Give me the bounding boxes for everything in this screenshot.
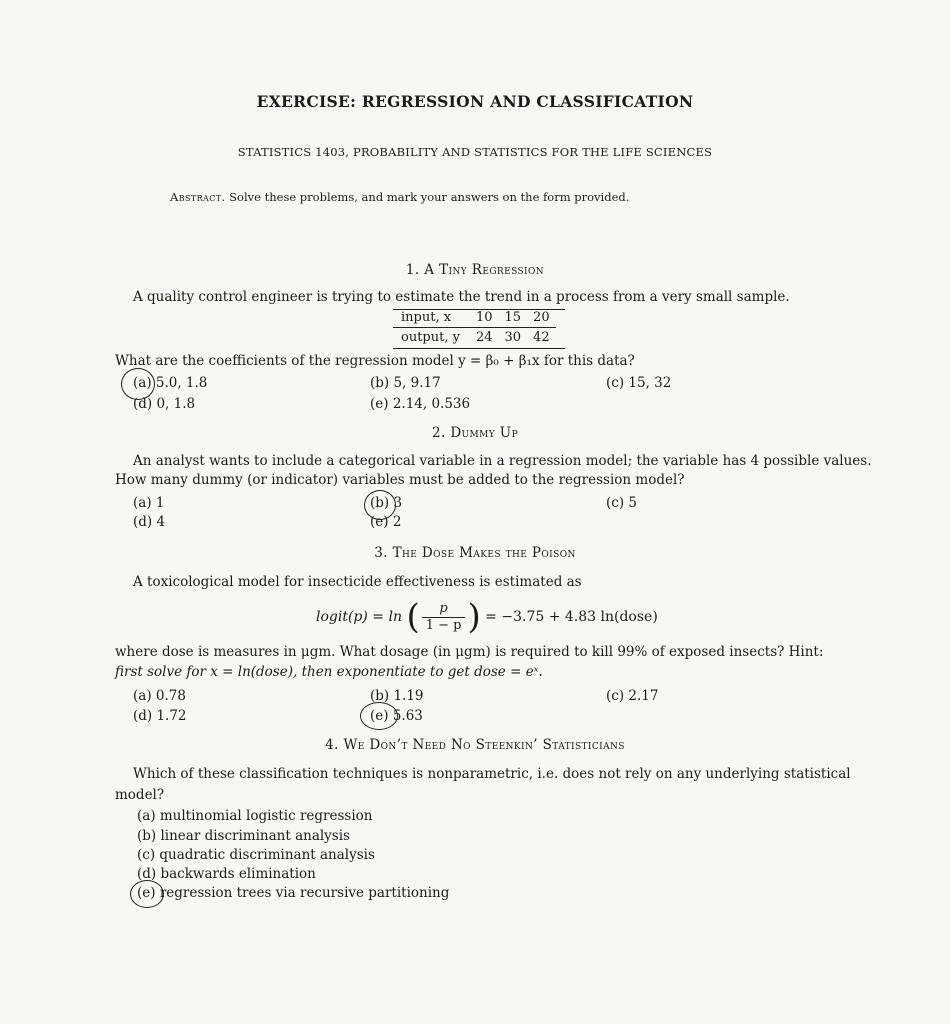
logit-formula [316, 598, 658, 642]
formula-lhs: logit(p) = ln [316, 609, 402, 625]
q1-option-b[interactable]: (b) 5, 9.17 [370, 375, 441, 391]
q4-option-c[interactable]: (c) quadratic discriminant analysis [137, 847, 375, 863]
q2-heading: 2. Dummy Up [431, 425, 519, 441]
q3-heading: 3. The Dose Makes the Poison [374, 545, 576, 561]
formula-paren-open: ( [406, 597, 420, 637]
q3-line1: where dose is measures in μgm. What dosage (in μgm) is required to kill 99% of exposed insects? Hint: [115, 644, 824, 660]
q2-option-c[interactable]: (c) 5 [606, 495, 637, 511]
table-row-output [393, 328, 556, 348]
table-row-input [393, 308, 556, 328]
q3-line2: first solve for x = ln(dose), then exponentiate to get dose = eˣ. [115, 664, 543, 680]
q1-heading: 1. A Tiny Regression [405, 262, 545, 278]
q2-option-e[interactable]: (e) 2 [370, 514, 402, 530]
table-cell: 15 [499, 308, 528, 328]
table-cell: 20 [527, 308, 556, 328]
course-subtitle: STATISTICS 1403, PROBABILITY AND STATISTICS FOR THE LIFE SCIENCES [237, 145, 713, 159]
q2-option-d[interactable]: (d) 4 [133, 514, 166, 530]
q4-line2: model? [115, 787, 165, 803]
formula-rhs: = −3.75 + 4.83 ln(dose) [485, 609, 658, 625]
q2-option-a[interactable]: (a) 1 [133, 495, 165, 511]
table-row-label: output, y [401, 330, 460, 345]
q3-option-a[interactable]: (a) 0.78 [133, 688, 186, 704]
formula-denominator: 1 − p [425, 617, 462, 633]
q1-option-e[interactable]: (e) 2.14, 0.536 [370, 396, 471, 412]
table-cell: 42 [533, 330, 550, 345]
q3-intro: A toxicological model for insecticide effectiveness is estimated as [133, 574, 582, 590]
q3-option-b[interactable]: (b) 1.19 [370, 688, 424, 704]
formula-paren-close: ) [467, 597, 481, 637]
abstract-label: Abstract. [170, 190, 226, 204]
q1-option-c[interactable]: (c) 15, 32 [606, 375, 672, 391]
formula-numerator: p [422, 601, 466, 618]
q4-option-e[interactable]: (e) regression trees via recursive partitioning [137, 885, 450, 901]
q1-option-a[interactable]: (a) 5.0, 1.8 [133, 375, 208, 391]
q4-option-a[interactable]: (a) multinomial logistic regression [137, 808, 373, 824]
q4-line1: Which of these classification techniques is nonparametric, i.e. does not rely on any underlying statistical [133, 766, 851, 782]
q2-line2: How many dummy (or indicator) variables must be added to the regression model? [115, 472, 685, 488]
q3-option-d[interactable]: (d) 1.72 [133, 708, 187, 724]
q4-option-d[interactable]: (d) backwards elimination [137, 866, 316, 882]
table-cell: 24 [475, 330, 493, 345]
table-row-label: input, x [393, 308, 470, 328]
q1-data-table [393, 308, 556, 347]
q1-question: What are the coefficients of the regression model y = β₀ + β₁x for this data? [115, 353, 635, 369]
document-title: EXERCISE: REGRESSION AND CLASSIFICATION [256, 92, 694, 111]
formula-fraction [422, 601, 466, 634]
q2-option-b[interactable]: (b) 3 [370, 495, 403, 511]
abstract [170, 190, 629, 204]
table-cell: 30 [504, 330, 522, 345]
q3-option-c[interactable]: (c) 2.17 [606, 688, 659, 704]
abstract-text: Solve these problems, and mark your answers on the form provided. [229, 190, 630, 204]
q1-intro: A quality control engineer is trying to estimate the trend in a process from a very small sample. [133, 289, 790, 305]
q1-option-d[interactable]: (d) 0, 1.8 [133, 396, 196, 412]
table-cell: 10 [470, 308, 499, 328]
q4-heading: 4. We Don’t Need No Steenkin’ Statisticians [325, 737, 625, 753]
table-bottom-rule [393, 348, 565, 349]
q2-line1: An analyst wants to include a categorical variable in a regression model; the variable has 4 possible values. [133, 453, 872, 469]
q3-option-e[interactable]: (e) 5.63 [370, 708, 423, 724]
q4-option-b[interactable]: (b) linear discriminant analysis [137, 828, 350, 844]
